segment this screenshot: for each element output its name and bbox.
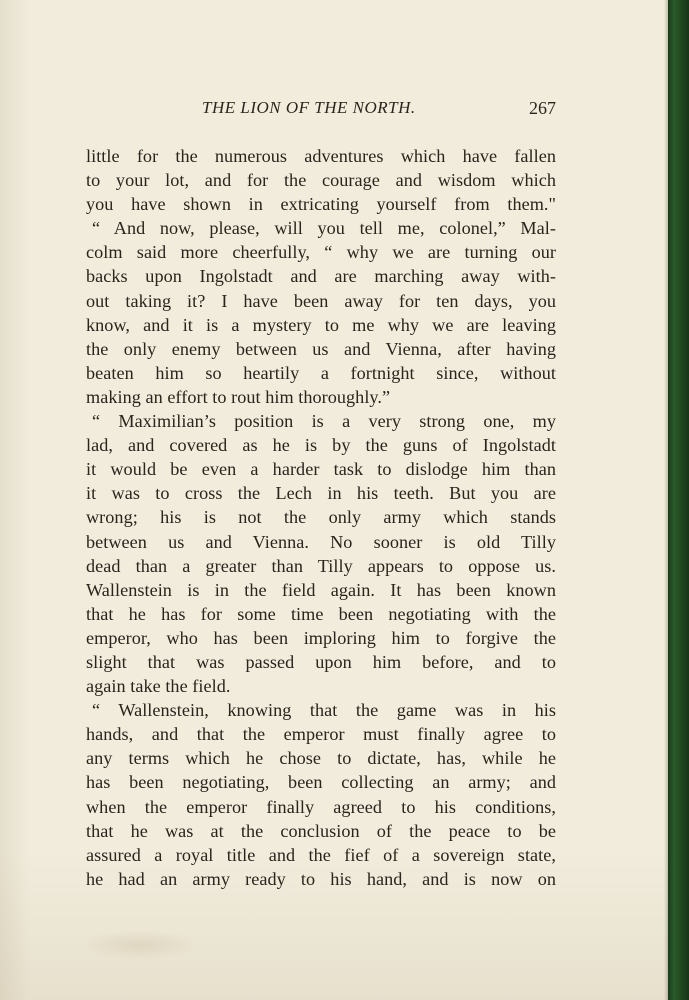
text-line: it would be even a harder task to dislodge him than — [86, 459, 556, 480]
text-line: out taking it? I have been away for ten days, you — [86, 290, 556, 311]
text-line: any terms which he chose to dictate, has, while he — [86, 748, 556, 769]
text-line: the only enemy between us and Vienna, after having — [86, 338, 556, 359]
text-line: to your lot, and for the courage and wisdom which — [86, 170, 556, 191]
text-line: know, and it is a mystery to me why we are leaving — [86, 314, 556, 335]
text-line: that he has for some time been negotiating with the — [86, 603, 556, 624]
text-line: dead than a greater than Tilly appears to oppose us. — [86, 555, 556, 576]
body-text — [86, 144, 556, 891]
text-line: that he was at the conclusion of the peace to be — [86, 820, 556, 841]
paper-smudge — [80, 930, 200, 960]
text-line: when the emperor finally agreed to his conditions, — [86, 796, 556, 817]
text-line: “ Maximilian’s position is a very strong one, my — [92, 411, 556, 432]
text-line: Wallenstein is in the field again. It has been known — [86, 579, 556, 600]
text-line: again take the field. — [86, 676, 231, 697]
text-line: he had an army ready to his hand, and is now on — [86, 868, 556, 889]
running-head — [86, 98, 556, 122]
book-cover-edge — [668, 0, 689, 1000]
text-line: lad, and covered as he is by the guns of Ingolstadt — [86, 435, 556, 456]
text-line: “ Wallenstein, knowing that the game was in his — [92, 700, 556, 721]
text-line: little for the numerous adventures which have fallen — [86, 146, 556, 166]
text-line: assured a royal title and the fief of a sovereign state, — [86, 844, 556, 865]
text-line: it was to cross the Lech in his teeth. But you are — [86, 483, 556, 504]
text-line: backs upon Ingolstadt and are marching away with- — [86, 266, 556, 287]
text-line: slight that was passed upon him before, and to — [86, 651, 556, 672]
text-line: making an effort to rout him thoroughly.” — [86, 386, 391, 407]
text-line: between us and Vienna. No sooner is old Tilly — [86, 531, 556, 552]
text-line: colm said more cheerfully, “ why we are turning our — [86, 242, 556, 263]
text-line: “ And now, please, will you tell me, colonel,” Mal- — [92, 218, 556, 239]
text-line: wrong; his is not the only army which stands — [86, 507, 556, 528]
page-number: 267 — [529, 98, 556, 118]
running-title: THE LION OF THE NORTH. — [202, 98, 416, 117]
text-line: emperor, who has been imploring him to forgive the — [86, 627, 556, 648]
text-line: you have shown in extricating yourself from them." — [86, 194, 556, 215]
text-line: beaten him so heartily a fortnight since, without — [86, 362, 556, 383]
text-line: hands, and that the emperor must finally agree to — [86, 724, 556, 745]
text-line: has been negotiating, been collecting an army; and — [86, 772, 556, 793]
